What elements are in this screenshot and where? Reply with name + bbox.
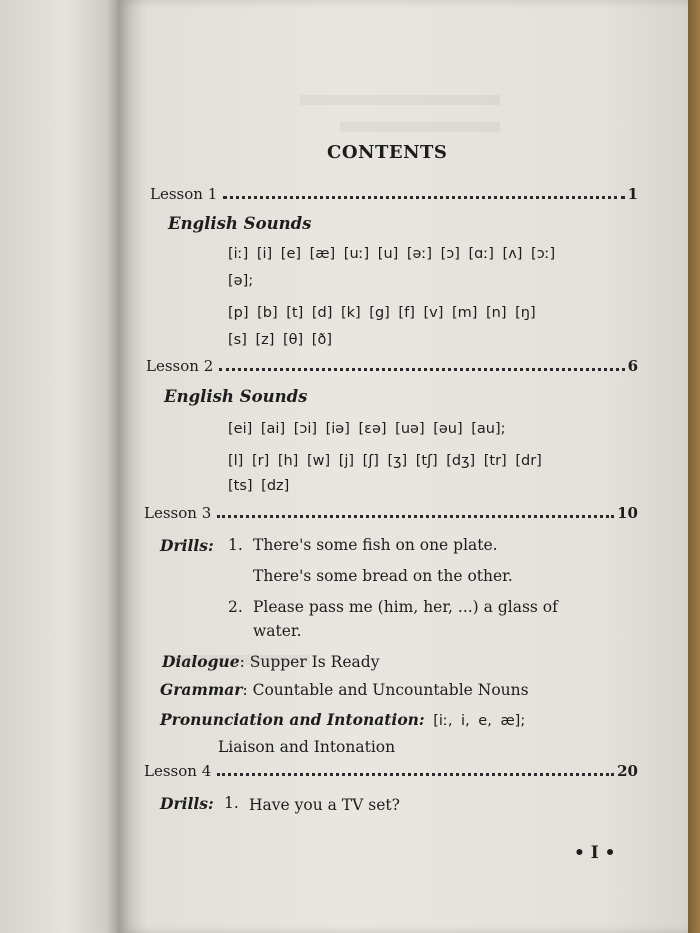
dialogue-label: Dialogue	[162, 652, 240, 671]
page-folio: • I •	[574, 843, 616, 863]
dialogue-entry	[162, 652, 379, 671]
ipa-line: [ts] [dz]	[228, 478, 290, 494]
pronunciation-continued: Liaison and Intonation	[218, 738, 396, 756]
drill-text: There's some bread on the other.	[253, 567, 513, 585]
lesson-label: Lesson 4	[144, 762, 212, 780]
lesson-label: Lesson 1	[150, 185, 218, 203]
leader-dots	[219, 365, 624, 371]
section-heading: English Sounds	[164, 387, 308, 406]
page-number: 10	[617, 504, 638, 522]
leader-dots	[217, 512, 614, 518]
ipa-line: [ə];	[228, 273, 254, 289]
leader-dots	[223, 193, 624, 199]
drills-label: Drills:	[160, 536, 214, 555]
dialogue-text: : Supper Is Ready	[239, 653, 380, 671]
drill-number: 1.	[224, 794, 239, 812]
toc-lesson-2[interactable]	[146, 357, 638, 375]
page-title: CONTENTS	[327, 142, 448, 163]
drill-text: Have you a TV set?	[249, 796, 400, 814]
lesson-label: Lesson 3	[144, 504, 212, 522]
pronunciation-label: Pronunciation and Intonation:	[160, 710, 425, 729]
pronunciation-entry	[160, 710, 525, 729]
leader-dots	[217, 770, 614, 776]
toc-lesson-3[interactable]	[144, 504, 638, 522]
ipa-line: [l] [r] [h] [w] [j] [ʃ] [ʒ] [tʃ] [dʒ] [tr] [dr]	[228, 453, 542, 469]
lesson-label: Lesson 2	[146, 357, 214, 375]
drill-text: There's some fish on one plate.	[253, 536, 498, 554]
ipa-line: [s] [z] [θ] [ð]	[228, 332, 332, 348]
toc-lesson-1[interactable]	[150, 185, 638, 203]
drill-number: 2.	[228, 598, 243, 616]
grammar-entry	[160, 680, 529, 699]
ipa-line: [iː] [i] [e] [æ] [uː] [u] [əː] [ɔ] [ɑː] [ʌ] [ɔː]	[228, 246, 556, 262]
ipa-line: [p] [b] [t] [d] [k] [g] [f] [v] [m] [n] [ŋ]	[228, 305, 536, 321]
drill-text: Please pass me (him, her, ...) a glass of	[253, 598, 558, 616]
grammar-text: : Countable and Uncountable Nouns	[242, 681, 529, 699]
page-number: 20	[617, 762, 638, 780]
grammar-label: Grammar	[160, 680, 243, 699]
page-number: 1	[627, 185, 638, 203]
section-heading: English Sounds	[168, 214, 312, 233]
page-number: 6	[627, 357, 638, 375]
drill-number: 1.	[228, 536, 243, 554]
drills-label: Drills:	[160, 794, 214, 813]
drill-text: water.	[253, 622, 302, 640]
ipa-line: [ei] [ai] [ɔi] [iə] [ɛə] [uə] [əu] [au];	[228, 421, 506, 437]
toc-lesson-4[interactable]	[144, 762, 638, 780]
pronunciation-text: [iː, i, e, æ];	[424, 713, 526, 729]
